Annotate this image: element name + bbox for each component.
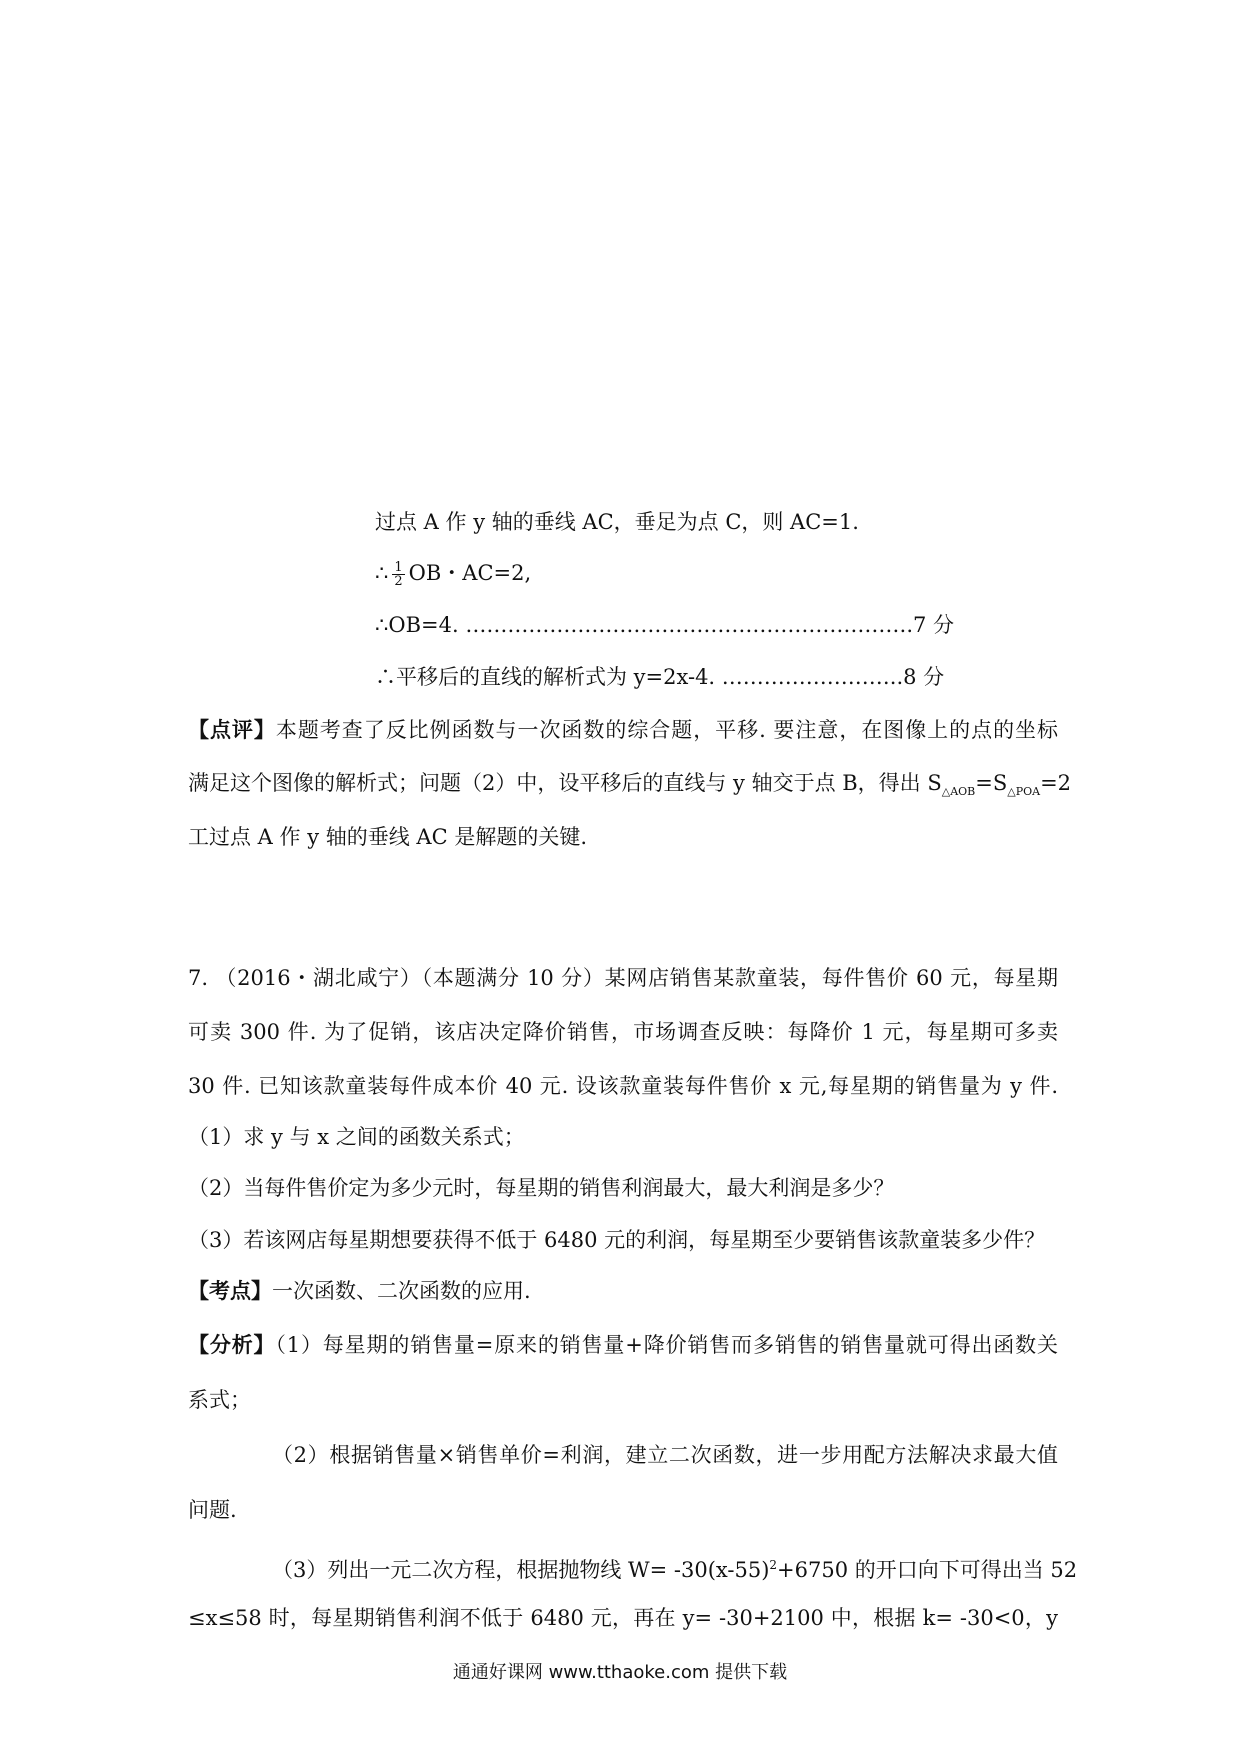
review-label: 【点评】	[188, 717, 276, 742]
question-3: （3）若该网店每星期想要获得不低于 6480 元的利润，每星期至少要销售该款童装多少件？	[188, 1228, 1046, 1252]
analysis-line-2: 系式；	[188, 1388, 251, 1412]
fraction-numerator: 1	[394, 560, 403, 575]
analysis-line-5: （3）列出一元二次方程，根据抛物线 $W= -30(x-55)^2+6750$ 的开口向下可得出当 52	[272, 1558, 1078, 1582]
solution-line-3: ∴OB=4. ……………………………………………………….7 分	[375, 613, 955, 637]
page-footer: 通通好课网 www.tthaoke.com 提供下载	[452, 1662, 788, 1683]
review-line-1: 【点评】本题考查了反比例函数与一次函数的综合题，平移. 要注意，在图像上的点的坐标	[188, 717, 1059, 742]
kaodian-line: 【考点】一次函数、二次函数的应用.	[188, 1278, 531, 1303]
analysis-label: 【分析】	[188, 1332, 276, 1357]
review-line-3: 工过点 A 作 y 轴的垂线 AC 是解题的关键.	[188, 825, 587, 849]
problem-line-2: 可卖 300 件. 为了促销，该店决定降价销售，市场调查反映：每降价 1 元，每星期可多卖	[188, 1020, 1058, 1044]
analysis-line-3: （2）根据销售量×销售单价=利润，建立二次函数，进一步用配方法解决求最大值	[272, 1443, 1058, 1467]
problem-line-3: 30 件. 已知该款童装每件成本价 40 元. 设该款童装每件售价 x 元,每星期的销售量为 y 件.	[188, 1074, 1058, 1098]
solution-line-4: ∴平移后的直线的解析式为 y=2x-4. ……………………..8 分	[375, 665, 945, 689]
kaodian-label: 【考点】	[188, 1278, 272, 1303]
question-2: （2）当每件售价定为多少元时，每星期的销售利润最大，最大利润是多少？	[188, 1176, 895, 1200]
fraction-denominator: 2	[394, 574, 403, 589]
analysis-line-1: 【分析】（1）每星期的销售量=原来的销售量+降价销售而多销售的销售量就可得出函数关	[188, 1332, 1058, 1357]
solution-line-1: 过点 A 作 y 轴的垂线 AC，垂足为点 C，则 AC=1.	[375, 510, 859, 534]
solution-line-2-text: OB・AC=2,	[408, 561, 532, 585]
problem-line-1: 7. （2016・湖北咸宁）（本题满分 10 分）某网店销售某款童装，每件售价 60 元，每星期	[188, 966, 1058, 990]
fraction-one-half	[392, 561, 404, 588]
question-1: （1）求 y 与 x 之间的函数关系式；	[188, 1125, 525, 1149]
analysis-line-4: 问题.	[188, 1498, 237, 1522]
therefore-symbol: ∴	[375, 561, 389, 585]
analysis-line-6: ≤x≤58 时，每星期销售利润不低于 6480 元，再在 y= -30+2100 中，根据 k= -30<0，y	[188, 1606, 1058, 1630]
solution-line-2	[375, 558, 531, 588]
review-line-2: 满足这个图像的解析式；问题（2）中，设平移后的直线与 y 轴交于点 B，得出 $S_{\triangle AOB}=S_{\triangle POA}=2$	[188, 771, 1072, 799]
